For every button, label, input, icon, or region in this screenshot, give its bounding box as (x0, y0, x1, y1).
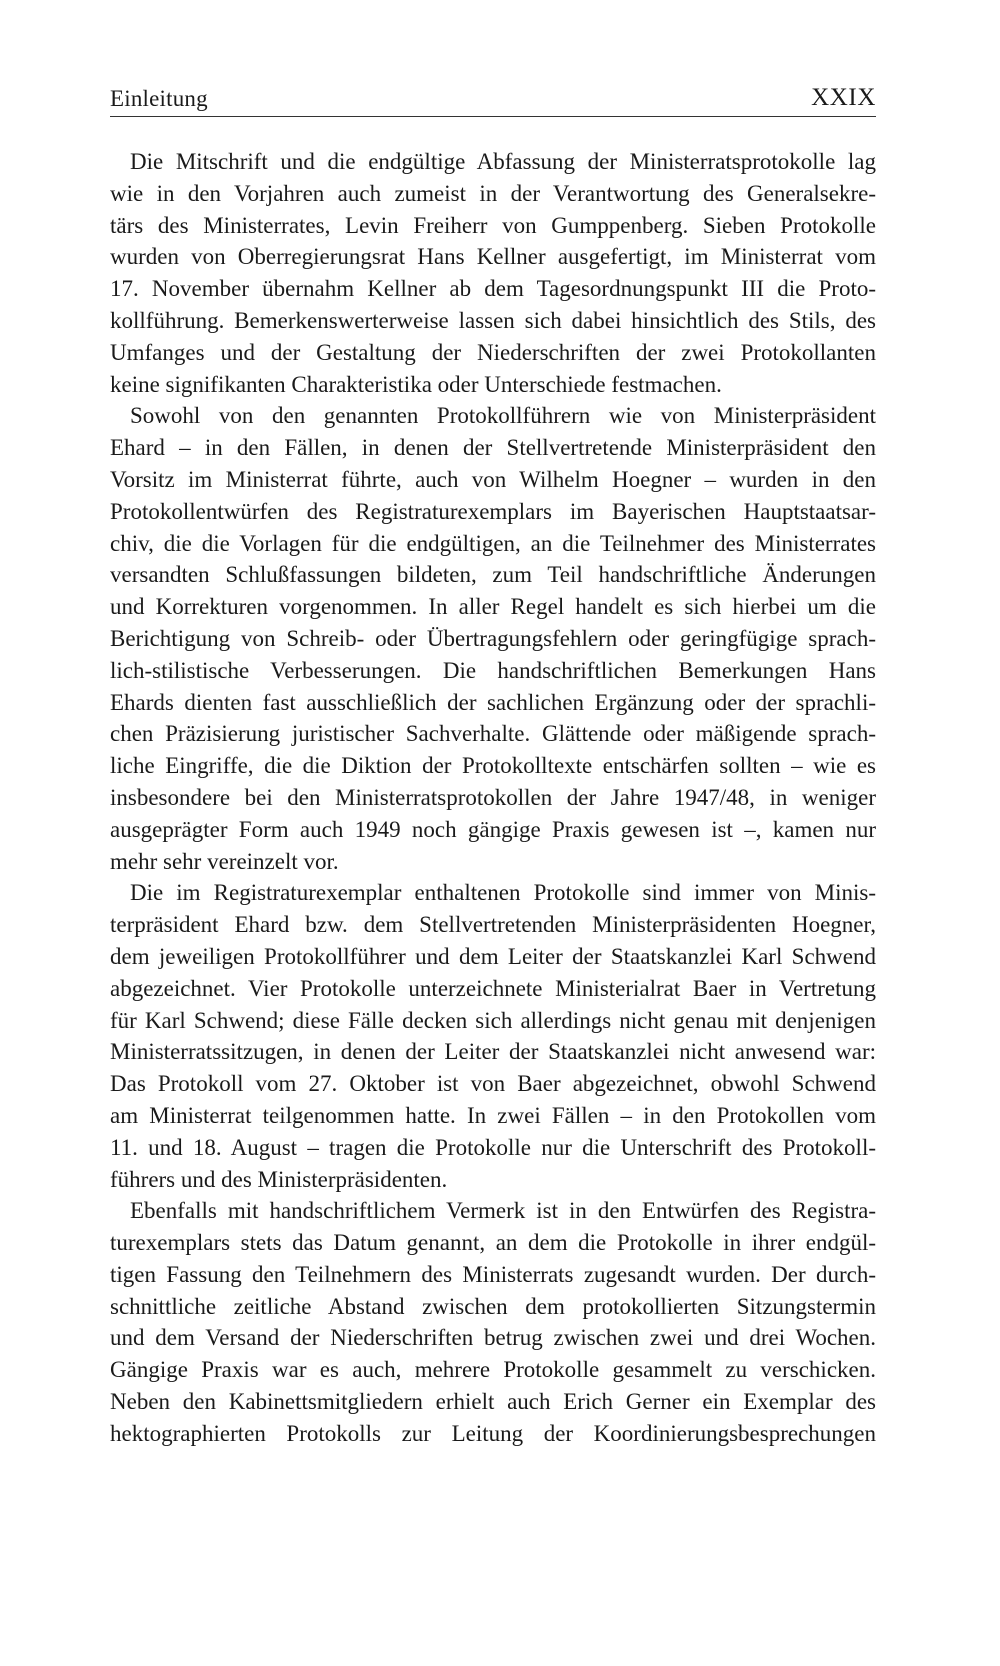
text-line: chen Präzisierung juristischer Sachverhalte. Glättende oder mäßigende sprach- (110, 721, 876, 747)
text-line: und dem Versand der Niederschriften betrug zwischen zwei und drei Wochen. (110, 1325, 876, 1351)
text-line: Das Protokoll vom 27. Oktober ist von Baer abgezeichnet, obwohl Schwend (110, 1071, 876, 1097)
text-line: Protokollentwürfen des Registraturexemplars im Bayerischen Hauptstaatsar- (110, 498, 876, 524)
text-line: dem jeweiligen Protokollführer und dem Leiter der Staatskanzlei Karl Schwend (110, 943, 876, 969)
text-line: und Korrekturen vorgenommen. In aller Regel handelt es sich hierbei um die (110, 594, 876, 620)
text-line: Ehards dienten fast ausschließlich der sachlichen Ergänzung oder der sprachli- (110, 689, 876, 715)
paragraph (110, 877, 876, 1195)
text-line: Neben den Kabinettsmitgliedern erhielt auch Erich Gerner ein Exemplar des (110, 1389, 876, 1415)
text-line: insbesondere bei den Ministerratsprotokollen der Jahre 1947/48, in weniger (110, 784, 876, 810)
text-line: turexemplars stets das Datum genannt, an dem die Protokolle in ihrer endgül- (110, 1230, 876, 1256)
text-line: Berichtigung von Schreib- oder Übertragungsfehlern oder geringfügige sprach- (110, 625, 876, 651)
text-line: führers und des Ministerpräsidenten. (110, 1166, 448, 1192)
text-line: abgezeichnet. Vier Protokolle unterzeichnete Ministerialrat Baer in Vertretung (110, 975, 876, 1001)
text-line: Die im Registraturexemplar enthaltenen Protokolle sind immer von Minis- (130, 880, 876, 906)
text-line: tigen Fassung den Teilnehmern des Ministerrats zugesandt wurden. Der durch- (110, 1261, 876, 1287)
text-line: Sowohl von den genannten Protokollführern wie von Ministerpräsident (130, 403, 876, 429)
body-text (110, 146, 876, 1450)
text-line: wie in den Vorjahren auch zumeist in der Verantwortung des Generalsekre- (110, 180, 876, 206)
text-line: Ebenfalls mit handschriftlichem Vermerk ist in den Entwürfen des Registra- (130, 1198, 876, 1224)
text-line: am Ministerrat teilgenommen hatte. In zwei Fällen – in den Protokollen vom (110, 1102, 876, 1128)
text-line: wurden von Oberregierungsrat Hans Kellner ausgefertigt, im Ministerrat vom (110, 244, 876, 270)
text-line: 11. und 18. August – tragen die Protokolle nur die Unterschrift des Protokoll- (110, 1134, 876, 1160)
text-line: schnittliche zeitliche Abstand zwischen dem protokollierten Sitzungstermin (110, 1293, 876, 1319)
running-header (110, 80, 876, 117)
text-line: kollführung. Bemerkenswerterweise lassen sich dabei hinsichtlich des Stils, des (110, 307, 876, 333)
text-line: tärs des Ministerrates, Levin Freiherr von Gumppenberg. Sieben Protokolle (110, 212, 876, 238)
text-line: lich-stilistische Verbesserungen. Die handschriftlichen Bemerkungen Hans (110, 657, 876, 683)
text-line: Die Mitschrift und die endgültige Abfassung der Ministerratsprotokolle lag (130, 149, 876, 174)
text-line: 17. November übernahm Kellner ab dem Tagesordnungspunkt III die Proto- (110, 276, 876, 302)
page-number: XXIX (811, 84, 876, 111)
text-line: chiv, die die Vorlagen für die endgültigen, an die Teilnehmer des Ministerrates (110, 530, 876, 556)
text-line: hektographierten Protokolls zur Leitung der Koordinierungsbesprechungen (110, 1420, 876, 1446)
paragraph (110, 1195, 876, 1449)
text-line: terpräsident Ehard bzw. dem Stellvertretenden Ministerpräsidenten Hoegner, (110, 912, 876, 938)
text-line: Ministerratssitzugen, in denen der Leiter der Staatskanzlei nicht anwesend war: (110, 1039, 876, 1065)
text-line: für Karl Schwend; diese Fälle decken sich allerdings nicht genau mit denjenigen (110, 1007, 876, 1033)
section-title: Einleitung (110, 86, 208, 111)
text-line: Vorsitz im Ministerrat führte, auch von Wilhelm Hoegner – wurden in den (110, 466, 876, 492)
text-line: Umfanges und der Gestaltung der Niederschriften der zwei Protokollanten (110, 339, 876, 365)
text-line: ausgeprägter Form auch 1949 noch gängige Praxis gewesen ist –, kamen nur (110, 816, 876, 842)
text-line: Gängige Praxis war es auch, mehrere Protokolle gesammelt zu verschicken. (110, 1357, 876, 1383)
text-line: keine signifikanten Charakteristika oder Unterschiede festmachen. (110, 371, 722, 397)
text-line: mehr sehr vereinzelt vor. (110, 848, 339, 874)
text-line: Ehard – in den Fällen, in denen der Stellvertretende Ministerpräsident den (110, 435, 876, 461)
paragraph (110, 146, 876, 400)
text-line: versandten Schlußfassungen bildeten, zum Teil handschriftliche Änderungen (110, 562, 876, 588)
text-line: liche Eingriffe, die die Diktion der Protokolltexte entschärfen sollten – wie es (110, 753, 876, 779)
paragraph (110, 400, 876, 877)
